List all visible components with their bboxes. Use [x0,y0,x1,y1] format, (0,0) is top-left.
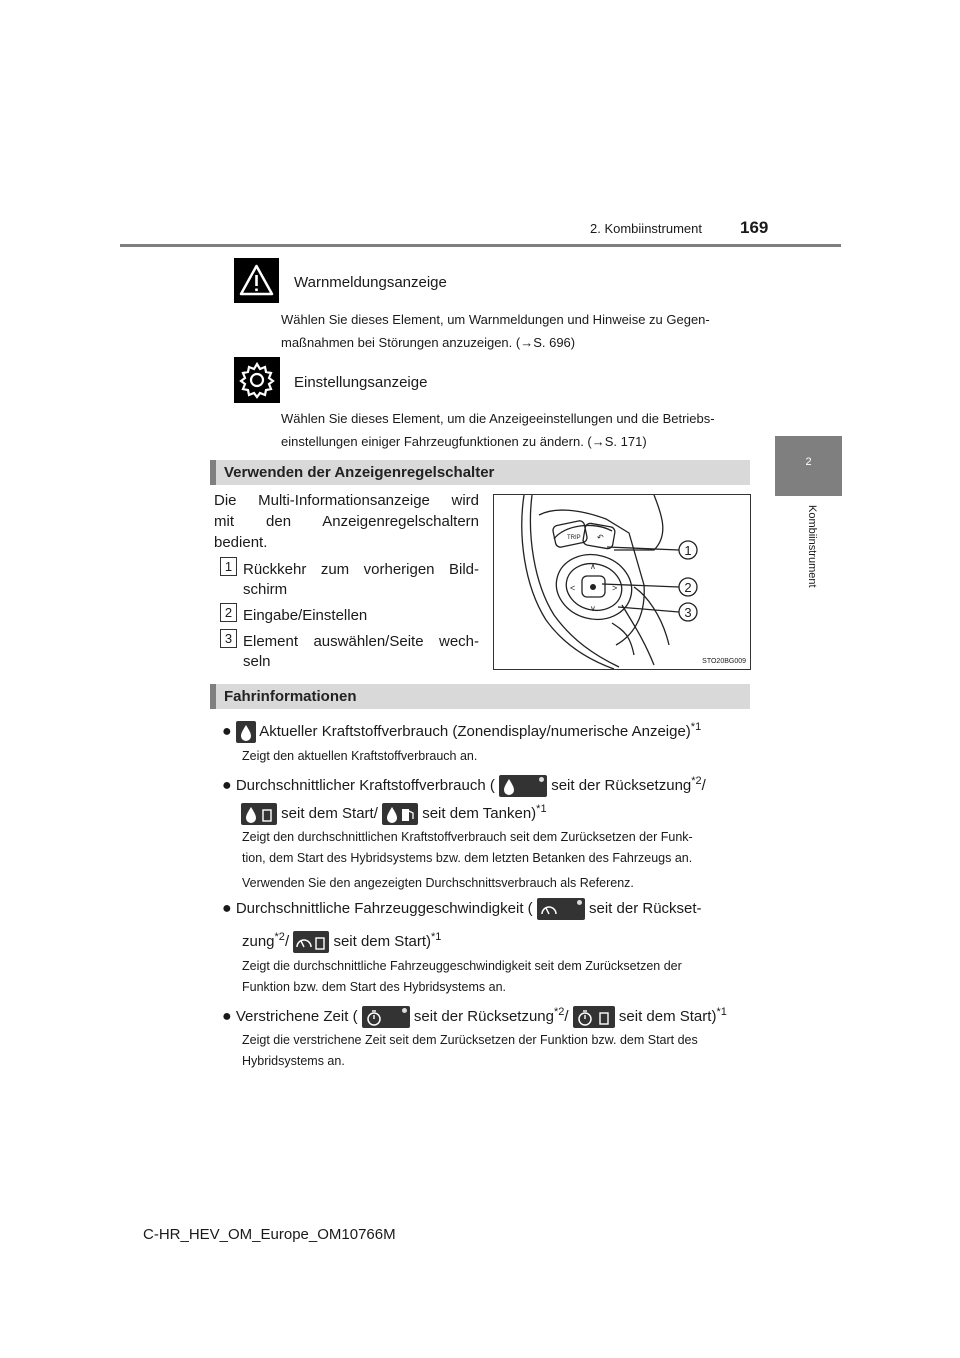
footnote-mark: *2 [691,775,702,787]
callout-2: 2 [684,580,692,595]
intro-line: mit den Anzeigenregelschaltern [214,513,479,530]
indicator-dot [402,1008,407,1013]
chapter-title: 2. Kombiinstrument [590,221,702,236]
svg-text:<: < [570,583,576,593]
gear-icon [234,357,280,403]
item-desc-settings [281,407,742,453]
desc-line: Wählen Sie dieses Element, um Warnmeldungen und Hinweise zu Gegen- [281,312,710,327]
speedometer-start-icon [293,931,329,953]
item-title-settings: Einstellungsanzeige [294,374,428,391]
footnote-mark: *1 [536,803,547,815]
bullet-text: seit dem Start/ [281,805,378,822]
figure-code: STO20BG009 [702,658,746,665]
svg-text:↶: ↶ [597,533,604,542]
side-tab-label: Kombiinstrument [806,505,818,588]
list-item-3-cont: seln [243,653,271,670]
section-intro [214,490,479,532]
item-title-warning: Warnmeldungsanzeige [294,274,447,291]
bullet-dot: ● [222,1008,232,1025]
desc-line: Funktion bzw. dem Start des Hybridsystems an. [242,980,506,994]
bullet-text: zung [242,933,275,950]
fuel-refill-icon [382,803,418,825]
callout-1: 1 [684,543,692,558]
list-item-2: Eingabe/Einstellen [243,607,368,624]
bullet-text: seit der Rücksetzung [413,1008,554,1025]
bullet-text: seit dem Start) [618,1008,717,1025]
document-footer: C-HR_HEV_OM_Europe_OM10766M [143,1226,396,1243]
stopwatch-start-icon [573,1006,615,1028]
bullet-text: Aktueller Kraftstoffverbrauch (Zonendisplay/numerische Anzeige) [259,723,691,740]
desc-line: Wählen Sie dieses Element, um die Anzeigeeinstellungen und die Betriebs- [281,411,715,426]
list-number-2: 2 [220,603,237,622]
bullet-text: seit dem Tanken) [422,805,537,822]
bullet-dot: ● [222,723,232,740]
footnote-mark: *2 [274,931,285,943]
bullet-avg-consumption-cont [241,799,547,825]
bullet-dot: ● [222,777,232,794]
footnote-mark: *2 [553,1006,565,1018]
bullet-dot: ● [222,900,232,917]
separator: / [701,777,706,794]
list-item-1-cont: schirm [243,581,288,598]
footnote-mark: *1 [690,721,702,733]
intro-line: Die Multi-Informationsanzeige wird [214,492,479,509]
separator: / [564,1008,569,1025]
list-item-1: Rückkehr zum vorherigen Bild- [243,561,479,578]
desc-line: tion, dem Start des Hybridsystems bzw. dem letzten Betanken des Fahrzeugs an. [242,851,693,865]
bullet-avg-speed-cont [242,927,441,953]
bullet-current-consumption [222,717,701,743]
bullet-text: Durchschnittliche Fahrzeuggeschwindigkeit ( [235,900,533,917]
desc-line: Zeigt den durchschnittlichen Kraftstoffverbrauch seit dem Zurücksetzen der Funk- [242,830,693,844]
fuel-start-icon [241,803,277,825]
bullet-desc: Zeigt den aktuellen Kraftstoffverbrauch an. [242,749,478,763]
indicator-dot [577,900,582,905]
footnote-mark: *1 [716,1006,727,1018]
bullet-avg-consumption [222,771,747,797]
fuel-reset-icon [499,775,547,797]
section-header-controls [210,460,750,485]
bullet-text: seit der Rückset- [589,900,702,917]
trip-label: TRIP [567,535,581,541]
list-number-3: 3 [220,629,237,648]
bullet-text: Durchschnittlicher Kraftstoffverbrauch ( [235,777,495,794]
bullet-note: Verwenden Sie den angezeigten Durchschnittsverbrauch als Referenz. [242,876,634,890]
footnote-mark: *1 [430,931,442,943]
side-tab-number: 2 [805,456,812,468]
bullet-desc [242,827,746,869]
bullet-text: Verstrichene Zeit ( [235,1008,358,1025]
intro-line: bedient. [214,534,268,551]
list-number-1: 1 [220,557,237,576]
bullet-text: seit dem Start) [333,933,431,950]
warning-icon [234,258,279,303]
desc-line: Zeigt die durchschnittliche Fahrzeuggeschwindigkeit seit dem Zurücksetzen der [242,959,682,973]
bullet-desc [242,956,746,998]
desc-line: maßnahmen bei Störungen anzuzeigen. (→S. 696) [281,335,576,350]
svg-text:∨: ∨ [590,604,596,613]
side-tab [775,436,842,496]
steering-switch-figure [493,494,751,670]
separator: / [284,933,290,950]
section-header-driving-info [210,684,750,709]
list-item-3: Element auswählen/Seite wech- [243,633,479,650]
section-title: Fahrinformationen [224,688,357,705]
bullet-text: seit der Rücksetzung [551,777,692,794]
speedometer-reset-icon [537,898,585,920]
desc-line: Zeigt die verstrichene Zeit seit dem Zurücksetzen der Funktion bzw. dem Start des [242,1033,698,1047]
bullet-elapsed-time [222,1002,747,1028]
item-desc-warning [281,308,742,354]
desc-line: Hybridsystems an. [242,1054,345,1068]
fuel-drop-icon [236,721,256,743]
svg-text:>: > [612,583,618,593]
stopwatch-reset-icon [362,1006,410,1028]
page-number: 169 [740,218,769,237]
header-divider [120,244,841,247]
svg-text:∧: ∧ [590,562,596,571]
desc-line: einstellungen einiger Fahrzeugfunktionen zu ändern. (→S. 171) [281,434,647,449]
bullet-desc [242,1030,746,1072]
callout-3: 3 [684,605,692,620]
bullet-avg-speed [222,898,747,920]
section-title: Verwenden der Anzeigenregelschalter [224,464,495,481]
